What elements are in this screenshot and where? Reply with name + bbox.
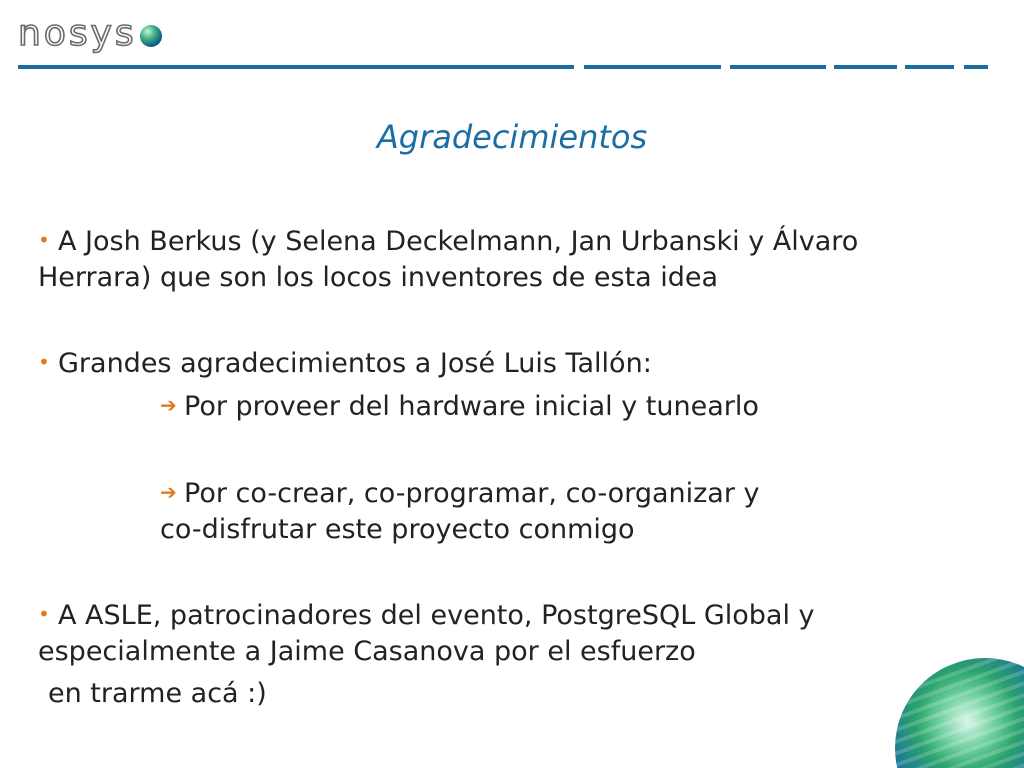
bullet-dot-icon: •: [38, 602, 50, 626]
sub-item-2: [160, 474, 760, 548]
arrow-right-icon: ➔: [160, 480, 177, 504]
header-rule-3: [730, 65, 826, 69]
bullet-1-line-1: A Josh Berkus (y Selena Deckelmann, Jan Urbanski y Álvaro: [58, 226, 859, 257]
bullet-item-3: [38, 596, 815, 670]
bullet-item-1: [38, 222, 858, 296]
arrow-right-icon: ➔: [160, 393, 177, 417]
slide-title: Agradecimientos: [376, 118, 648, 156]
header-rule-2: [584, 65, 721, 69]
bullet-dot-icon: •: [38, 228, 50, 252]
header-rule-4: [834, 65, 897, 69]
sub-item-2-line-2: co-disfrutar este proyecto conmigo: [160, 514, 635, 545]
bullet-3-line-3: en trarme acá :): [48, 678, 267, 709]
bullet-3-line-1: A ASLE, patrocinadores del evento, PostgreSQL Global y: [58, 600, 815, 631]
bullet-3-line-2: especialmente a Jaime Casanova por el esfuerzo: [38, 636, 696, 667]
sub-item-2-line-1: Por co-crear, co-programar, co-organizar y: [184, 478, 760, 509]
sub-item-1: [160, 387, 759, 425]
decorative-globe-icon: [895, 658, 1024, 768]
bullet-item-3-continuation: [48, 676, 267, 712]
header-rule-5: [905, 65, 954, 69]
bullet-2-line-1: Grandes agradecimientos a José Luis Tallón:: [58, 348, 652, 379]
header-rule-1: [18, 65, 574, 69]
bullet-dot-icon: •: [38, 350, 50, 374]
header-rule-6: [964, 65, 988, 69]
bullet-1-line-2: Herrara) que son los locos inventores de esta idea: [38, 262, 719, 293]
globe-icon: [140, 25, 162, 47]
nosys-logo: [18, 12, 203, 58]
logo-wordmark: nosys: [18, 13, 137, 54]
sub-item-1-line-1: Por proveer del hardware inicial y tunearlo: [184, 391, 759, 422]
bullet-item-2: [38, 344, 652, 382]
